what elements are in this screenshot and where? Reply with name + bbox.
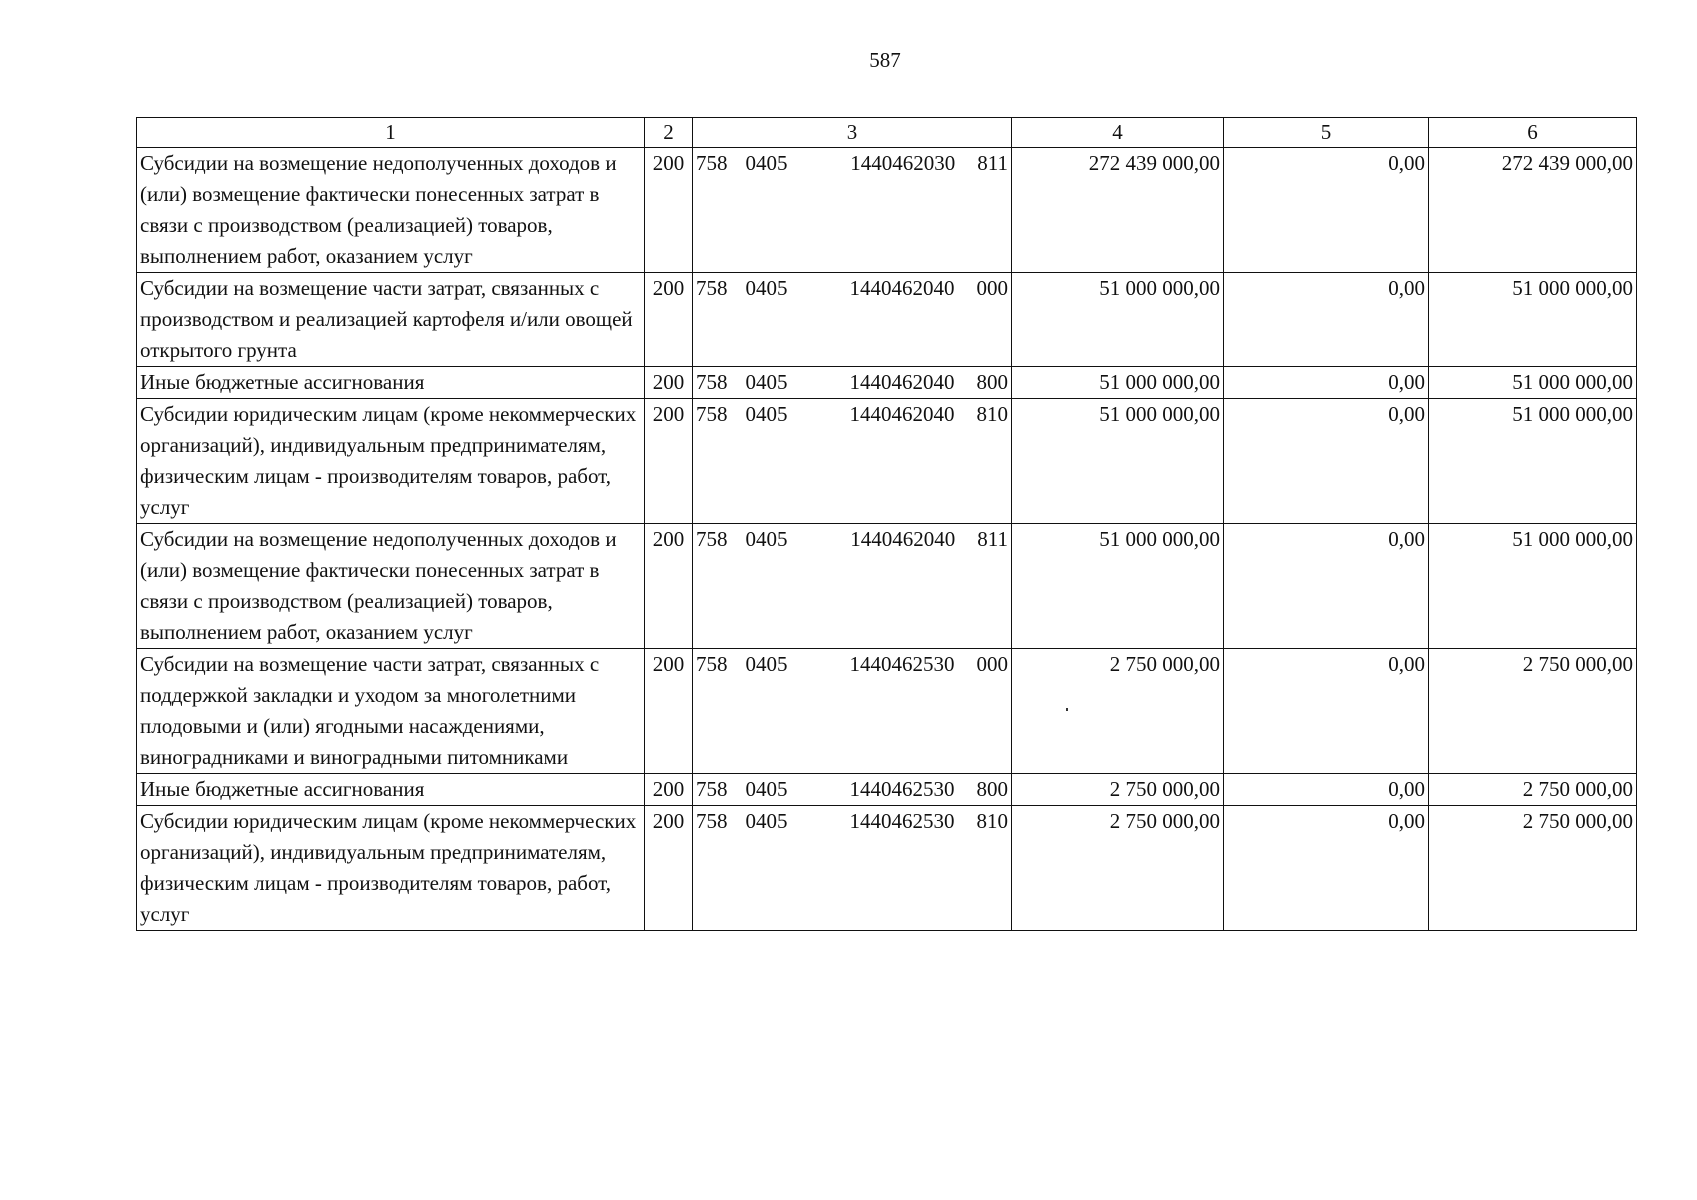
header-cell-2: 2: [645, 118, 693, 148]
expense-type-code: 811: [977, 527, 1008, 551]
row-col6-cell: 2 750 000,00: [1429, 774, 1637, 806]
row-col6-cell: 272 439 000,00: [1429, 148, 1637, 273]
row-col2-cell: 200: [645, 649, 693, 774]
row-col4-cell: 2 750 000,00: [1012, 806, 1224, 931]
section-code: 0405: [745, 276, 788, 300]
section-code: 0405: [745, 370, 788, 394]
row-col4-cell: 51 000 000,00: [1012, 367, 1224, 399]
row-col2-cell: 200: [645, 273, 693, 367]
expense-type-code: 800: [976, 777, 1008, 801]
row-col5-cell: 0,00: [1224, 399, 1429, 524]
row-col5-cell: 0,00: [1224, 367, 1429, 399]
row-code-cell: [693, 273, 1012, 367]
ministry-code: 758: [696, 402, 728, 426]
row-col4-cell: 2 750 000,00: [1012, 649, 1224, 774]
ministry-code: 758: [696, 809, 728, 833]
row-col4-cell: 51 000 000,00: [1012, 273, 1224, 367]
table-row: [137, 399, 1637, 524]
target-code: 1440462040: [850, 527, 956, 551]
header-cell-5: 5: [1224, 118, 1429, 148]
target-code: 1440462030: [850, 151, 956, 175]
row-name-cell: Субсидии юридическим лицам (кроме некоммерческих организаций), индивидуальным предпринимателям, физическим лицам - производителям товаров, работ, услуг: [137, 806, 645, 931]
row-col5-cell: 0,00: [1224, 649, 1429, 774]
scan-speck: [1066, 708, 1068, 711]
section-code: 0405: [745, 151, 788, 175]
header-cell-3: 3: [693, 118, 1012, 148]
row-col2-cell: 200: [645, 367, 693, 399]
section-code: 0405: [745, 777, 788, 801]
ministry-code: 758: [696, 777, 728, 801]
row-name-cell: Субсидии на возмещение недополученных доходов и (или) возмещение фактически понесенных затрат в связи с производством (реализацией) товаров, выполнением работ, оказанием услуг: [137, 148, 645, 273]
row-code-cell: [693, 148, 1012, 273]
row-col6-cell: 51 000 000,00: [1429, 273, 1637, 367]
row-name-cell: Иные бюджетные ассигнования: [137, 774, 645, 806]
target-code: 1440462530: [849, 809, 955, 833]
row-name-cell: Субсидии на возмещение части затрат, связанных с производством и реализацией картофеля и/или овощей открытого грунта: [137, 273, 645, 367]
ministry-code: 758: [696, 151, 728, 175]
row-col6-cell: 51 000 000,00: [1429, 367, 1637, 399]
header-cell-4: 4: [1012, 118, 1224, 148]
row-col2-cell: 200: [645, 806, 693, 931]
row-col6-cell: 2 750 000,00: [1429, 806, 1637, 931]
row-col2-cell: 200: [645, 524, 693, 649]
row-col4-cell: 51 000 000,00: [1012, 399, 1224, 524]
row-col6-cell: 51 000 000,00: [1429, 399, 1637, 524]
ministry-code: 758: [696, 652, 728, 676]
target-code: 1440462530: [849, 652, 955, 676]
section-code: 0405: [745, 652, 788, 676]
page-number: 587: [869, 48, 901, 72]
row-col4-cell: 272 439 000,00: [1012, 148, 1224, 273]
row-name-cell: Субсидии юридическим лицам (кроме некоммерческих организаций), индивидуальным предпринимателям, физическим лицам - производителям товаров, работ, услуг: [137, 399, 645, 524]
row-col5-cell: 0,00: [1224, 774, 1429, 806]
target-code: 1440462040: [849, 276, 955, 300]
expense-type-code: 810: [976, 402, 1008, 426]
row-code-cell: [693, 806, 1012, 931]
row-col2-cell: 200: [645, 774, 693, 806]
table-row: [137, 806, 1637, 931]
section-code: 0405: [745, 527, 788, 551]
expense-type-code: 000: [976, 652, 1008, 676]
table-header-row: [137, 118, 1637, 148]
table-row: [137, 649, 1637, 774]
table-row: [137, 148, 1637, 273]
header-cell-6: 6: [1429, 118, 1637, 148]
row-col5-cell: 0,00: [1224, 148, 1429, 273]
expense-type-code: 810: [976, 809, 1008, 833]
expense-type-code: 811: [977, 151, 1008, 175]
row-code-cell: [693, 367, 1012, 399]
row-col4-cell: 2 750 000,00: [1012, 774, 1224, 806]
ministry-code: 758: [696, 370, 728, 394]
row-code-cell: [693, 524, 1012, 649]
table-row: [137, 367, 1637, 399]
table-row: [137, 273, 1637, 367]
row-col2-cell: 200: [645, 399, 693, 524]
table-row: [137, 524, 1637, 649]
row-col4-cell: 51 000 000,00: [1012, 524, 1224, 649]
row-code-cell: [693, 774, 1012, 806]
row-col6-cell: 51 000 000,00: [1429, 524, 1637, 649]
row-name-cell: Субсидии на возмещение недополученных доходов и (или) возмещение фактически понесенных затрат в связи с производством (реализацией) товаров, выполнением работ, оказанием услуг: [137, 524, 645, 649]
target-code: 1440462530: [849, 777, 955, 801]
header-cell-1: 1: [137, 118, 645, 148]
target-code: 1440462040: [849, 402, 955, 426]
budget-table: [136, 117, 1637, 931]
row-col2-cell: 200: [645, 148, 693, 273]
row-code-cell: [693, 649, 1012, 774]
row-col5-cell: 0,00: [1224, 806, 1429, 931]
table-row: [137, 774, 1637, 806]
row-name-cell: Иные бюджетные ассигнования: [137, 367, 645, 399]
ministry-code: 758: [696, 276, 728, 300]
row-col6-cell: 2 750 000,00: [1429, 649, 1637, 774]
section-code: 0405: [745, 402, 788, 426]
row-col5-cell: 0,00: [1224, 524, 1429, 649]
ministry-code: 758: [696, 527, 728, 551]
section-code: 0405: [745, 809, 788, 833]
row-code-cell: [693, 399, 1012, 524]
row-col5-cell: 0,00: [1224, 273, 1429, 367]
expense-type-code: 000: [976, 276, 1008, 300]
expense-type-code: 800: [976, 370, 1008, 394]
target-code: 1440462040: [849, 370, 955, 394]
row-name-cell: Субсидии на возмещение части затрат, связанных с поддержкой закладки и уходом за многолетними плодовыми и (или) ягодными насаждениями, виноградниками и виноградными питомниками: [137, 649, 645, 774]
